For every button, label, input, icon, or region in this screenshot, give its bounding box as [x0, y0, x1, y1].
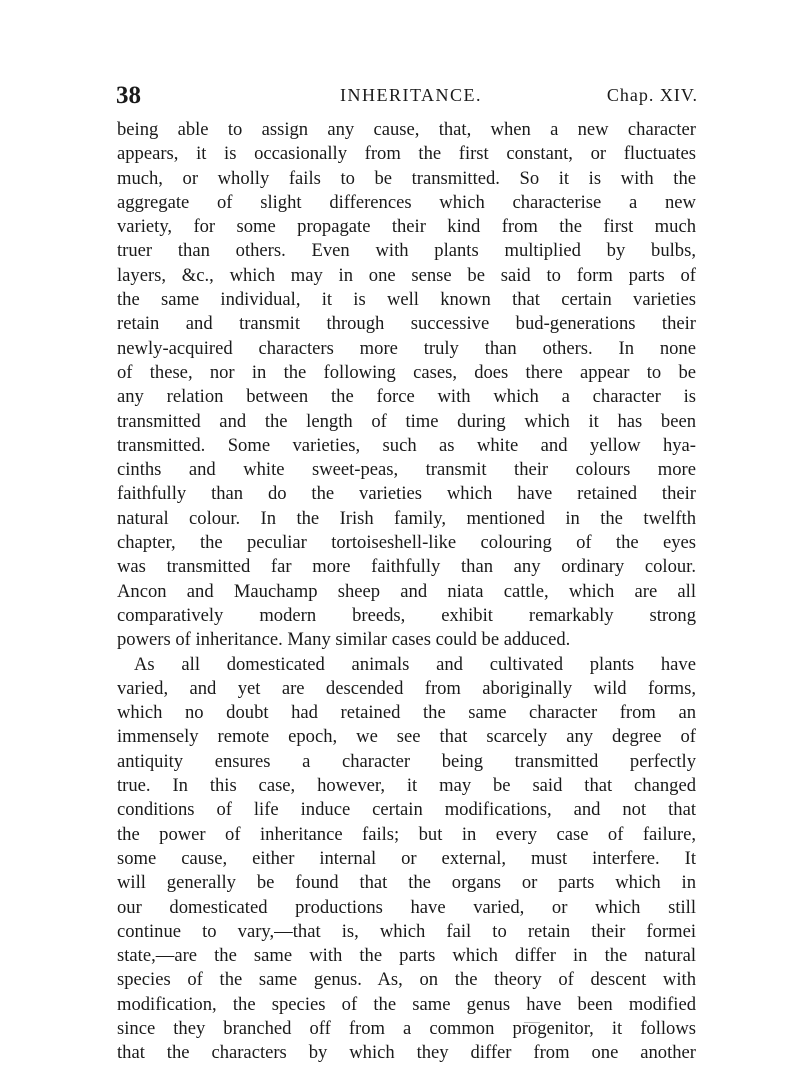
text-line: was transmitted far more faithfully than any ordinary colour.: [117, 556, 696, 578]
text-line: antiquity ensures a character being transmitted perfectly: [117, 750, 696, 772]
text-line: appears, it is occasionally from the first constant, or fluctuates: [117, 143, 696, 165]
text-line: species of the same genus. As, on the theory of descent with: [117, 969, 696, 991]
text-line: comparatively modern breeds, exhibit remarkably strong: [117, 604, 696, 626]
text-line: our domesticated productions have varied, or which still: [117, 896, 696, 918]
text-line: state,—are the same with the parts which differ in the natural: [117, 945, 696, 967]
text-line: the power of inheritance fails; but in every case of failure,: [117, 823, 696, 845]
page-number: 38: [116, 82, 141, 109]
text-line: much, or wholly fails to be transmitted. So it is with the: [117, 167, 696, 189]
page-header: [116, 82, 698, 112]
text-line: will generally be found that the organs or parts which in: [117, 872, 696, 894]
text-line: any relation between the force with which a character is: [117, 386, 696, 408]
body-text: [117, 118, 696, 1066]
text-line: varied, and yet are descended from aboriginally wild forms,: [117, 677, 696, 699]
text-line: natural colour. In the Irish family, mentioned in the twelfth: [117, 507, 696, 529]
text-line: true. In this case, however, it may be said that changed: [117, 775, 696, 797]
text-line: aggregate of slight differences which characterise a new: [117, 191, 696, 213]
text-line: variety, for some propagate their kind from the first much: [117, 216, 696, 238]
text-line: retain and transmit through successive bud-generations their: [117, 313, 696, 335]
paragraph-end-line: powers of inheritance. Many similar cases could be adduced.: [117, 629, 571, 651]
text-line: of these, nor in the following cases, does there appear to be: [117, 361, 696, 383]
text-line: cinths and white sweet-peas, transmit their colours more: [117, 459, 696, 481]
text-line: layers, &c., which may in one sense be said to form parts of: [117, 264, 696, 286]
text-line: chapter, the peculiar tortoiseshell-like colouring of the eyes: [117, 532, 696, 554]
text-line: that the characters by which they differ from one another: [117, 1042, 696, 1064]
text-line: since they branched off from a common progenitor, it follows: [117, 1017, 696, 1039]
text-line: immensely remote epoch, we see that scarcely any degree of: [117, 726, 696, 748]
text-line: newly-acquired characters more truly than others. In none: [117, 337, 696, 359]
text-line: modification, the species of the same genus have been modified: [117, 993, 696, 1015]
text-line: faithfully than do the varieties which have retained their: [117, 483, 696, 505]
text-line: continue to vary,—that is, which fail to retain their formei: [117, 920, 696, 942]
paragraph-start-line: As all domesticated animals and cultivated plants have: [134, 653, 696, 675]
text-line: which no doubt had retained the same character from an: [117, 702, 696, 724]
text-line: transmitted and the length of time during which it has been: [117, 410, 696, 432]
text-line: the same individual, it is well known that certain varieties: [117, 289, 696, 311]
chapter-label: Chap. XIV.: [606, 85, 698, 105]
text-line: conditions of life induce certain modifications, and not that: [117, 799, 696, 821]
footer-rule: [524, 1022, 540, 1023]
text-line: some cause, either internal or external, must interfere. It: [117, 847, 696, 869]
text-line: truer than others. Even with plants multiplied by bulbs,: [117, 240, 696, 262]
text-line: being able to assign any cause, that, when a new character: [117, 119, 696, 140]
running-title: INHERITANCE.: [340, 85, 483, 105]
text-line: Ancon and Mauchamp sheep and niata cattle, which are all: [117, 580, 696, 602]
text-line: transmitted. Some varieties, such as white and yellow hya-: [117, 434, 696, 456]
